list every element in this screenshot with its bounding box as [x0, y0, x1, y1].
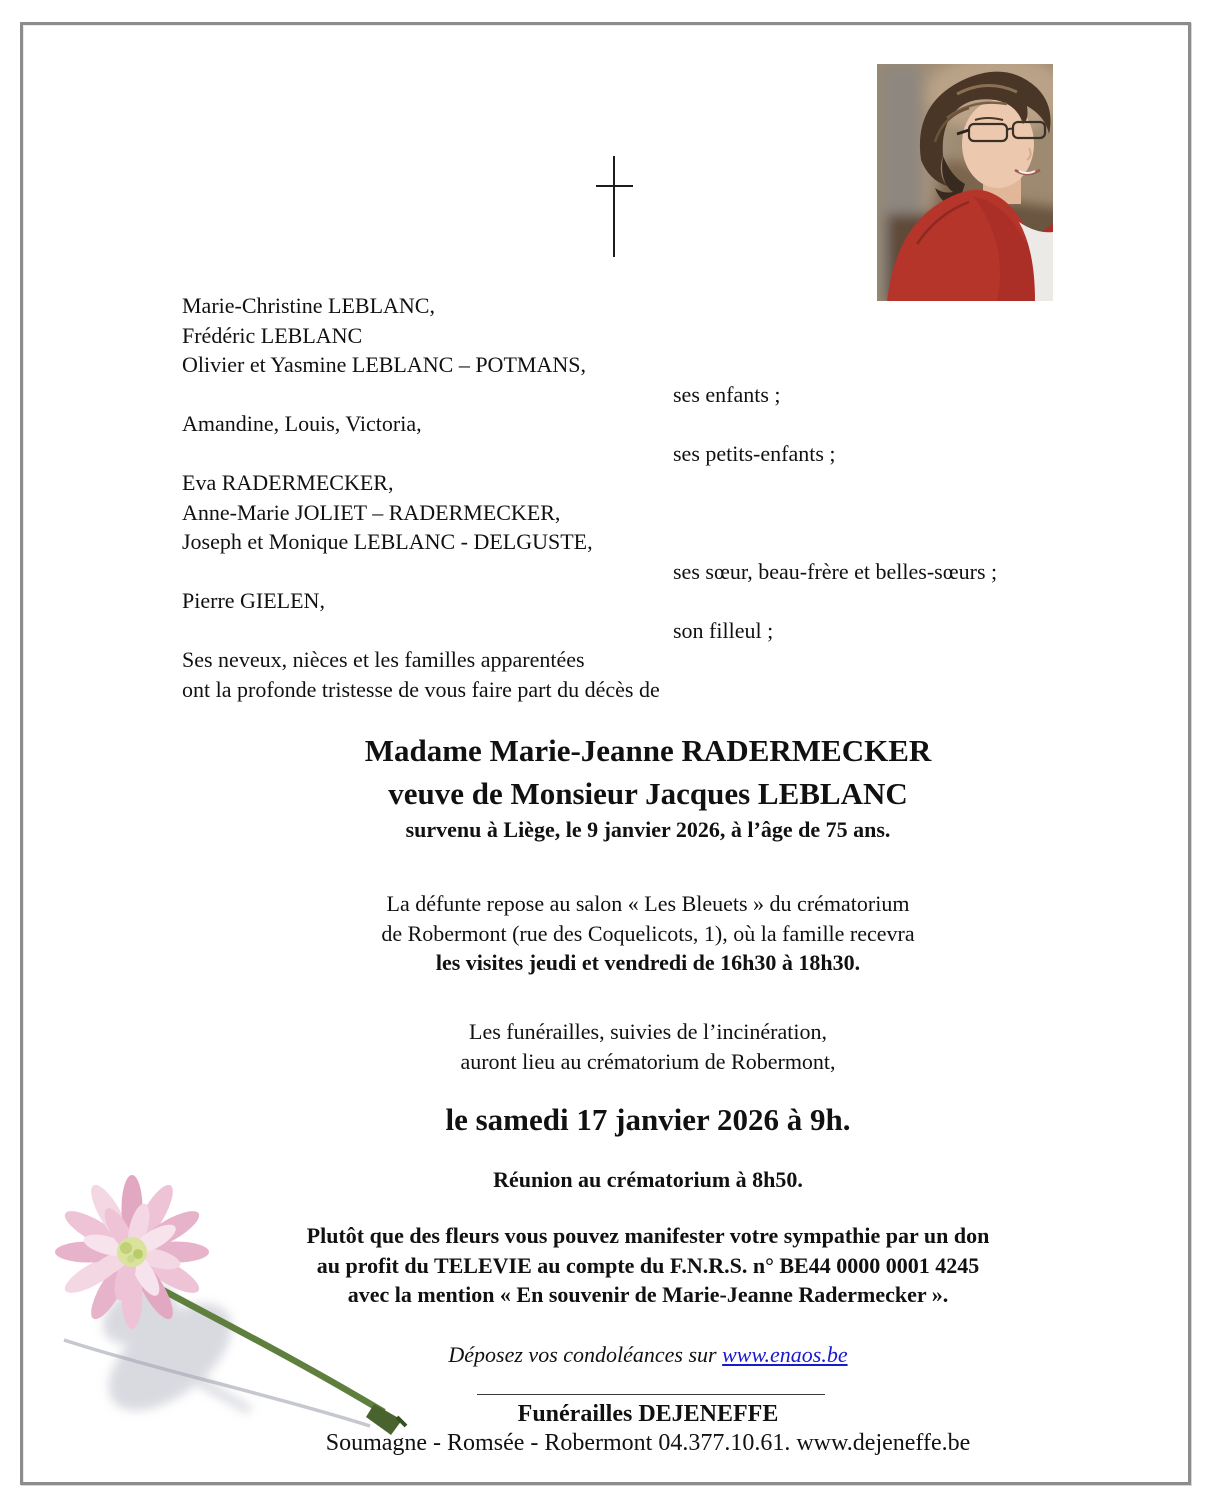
- funeral-home-locations: Soumagne - Romsée - Robermont 04.377.10.61. www.dejeneffe.be: [325, 1430, 971, 1456]
- relation-label: ses sœur, beau-frère et belles-sœurs ;: [673, 558, 998, 584]
- family-line: Joseph et Monique LEBLANC - DELGUSTE,: [182, 529, 593, 554]
- relation-label: son filleul ;: [673, 617, 774, 643]
- meeting-line: Réunion au crématorium à 8h50.: [493, 1167, 803, 1192]
- family-line: Marie-Christine LEBLANC,: [182, 293, 435, 318]
- visitation-line: de Robermont (rue des Coquelicots, 1), où la famille recevra: [381, 920, 915, 946]
- donation-line: Plutôt que des fleurs vous pouvez manifester votre sympathie par un don: [306, 1223, 990, 1248]
- visitation-paragraph: [108, 889, 1188, 978]
- donation-line: avec la mention « En souvenir de Marie-Jeanne Radermecker ».: [347, 1282, 949, 1307]
- visitation-hours: les visites jeudi et vendredi de 16h30 à 18h30.: [435, 950, 861, 975]
- portrait-photo: [877, 64, 1053, 301]
- family-line: Pierre GIELEN,: [182, 588, 325, 613]
- footer-divider: [477, 1394, 825, 1395]
- family-line: Frédéric LEBLANC: [182, 322, 363, 348]
- relation-label: ses enfants ;: [673, 381, 781, 407]
- funeral-paragraph: [108, 1017, 1188, 1076]
- funeral-home-name: Funérailles DEJENEFFE: [517, 1401, 779, 1427]
- death-date-line: survenu à Liège, le 9 janvier 2026, à l’âge de 75 ans.: [405, 817, 891, 842]
- visitation-line: La défunte repose au salon « Les Bleuets » du crématorium: [386, 891, 910, 916]
- flower-image: [52, 1162, 442, 1462]
- enaos-link[interactable]: www.enaos.be: [722, 1342, 848, 1367]
- funeral-date: le samedi 17 janvier 2026 à 9h.: [445, 1102, 851, 1137]
- relation-label: ses petits-enfants ;: [673, 440, 836, 466]
- family-names-list: [182, 291, 997, 704]
- closing-line: ont la profonde tristesse de vous faire part du décès de: [182, 676, 660, 702]
- deceased-widow-line: veuve de Monsieur Jacques LEBLANC: [388, 776, 908, 811]
- funeral-line: Les funérailles, suivies de l’incinération,: [469, 1019, 827, 1044]
- closing-line: Ses neveux, nièces et les familles apparentées: [182, 647, 585, 672]
- donation-line: au profit du TELEVIE au compte du F.N.R.S. n° BE44 0000 0001 4245: [316, 1252, 980, 1278]
- family-line: Anne-Marie JOLIET – RADERMECKER,: [182, 499, 561, 525]
- cross-icon: [613, 156, 615, 257]
- deceased-title-block: [108, 729, 1188, 845]
- condolences-text: Déposez vos condoléances sur: [448, 1342, 723, 1367]
- deceased-name: Madame Marie-Jeanne RADERMECKER: [364, 733, 932, 768]
- family-line: Eva RADERMECKER,: [182, 470, 394, 495]
- cross-icon: [596, 185, 633, 187]
- family-line: Amandine, Louis, Victoria,: [182, 411, 422, 436]
- funeral-line: auront lieu au crématorium de Robermont,: [460, 1048, 836, 1074]
- family-line: Olivier et Yasmine LEBLANC – POTMANS,: [182, 352, 586, 377]
